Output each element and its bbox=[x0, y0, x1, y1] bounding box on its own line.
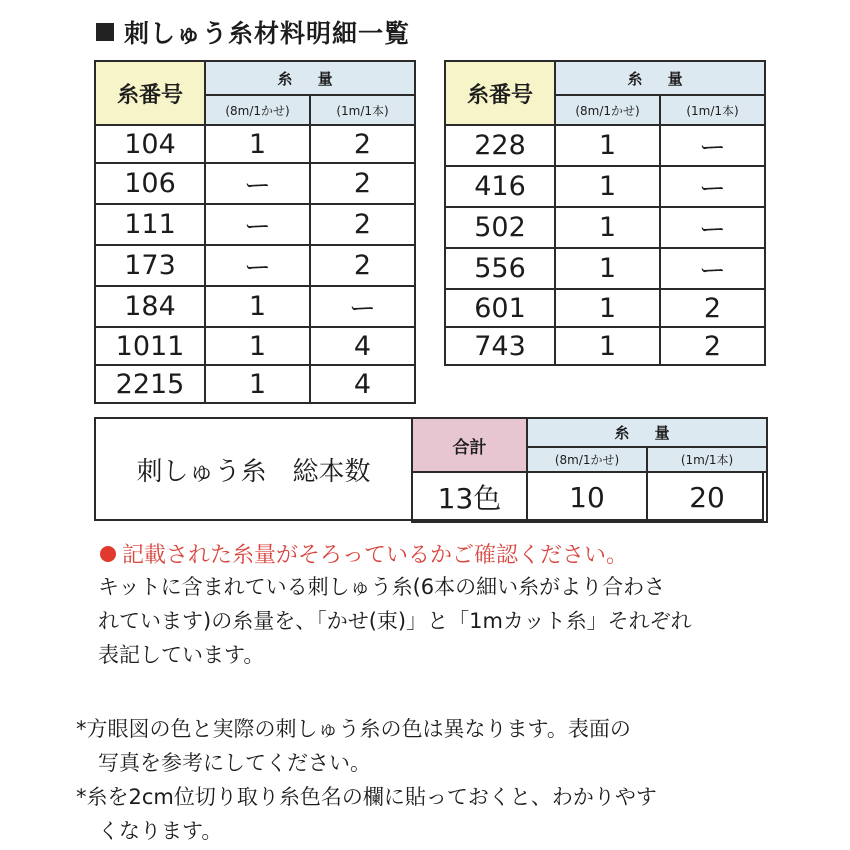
table-row bbox=[445, 125, 765, 166]
skein-count: 1 bbox=[555, 125, 660, 166]
description-line: 表記しています。 bbox=[98, 643, 265, 667]
cut-count: 2 bbox=[310, 163, 415, 204]
note-line: くなります。 bbox=[98, 819, 223, 843]
cut-count: 2 bbox=[310, 204, 415, 245]
skein-count: 1 bbox=[555, 327, 660, 365]
thread-number: 184 bbox=[95, 286, 205, 327]
cut-count: 2 bbox=[660, 327, 765, 365]
skein-count: 1 bbox=[205, 365, 310, 403]
skein-unit-header: (8m/1かせ) bbox=[205, 95, 310, 125]
thread-number: 173 bbox=[95, 245, 205, 286]
cut-count: ー bbox=[660, 125, 765, 166]
thread-number: 106 bbox=[95, 163, 205, 204]
skein-count: 1 bbox=[555, 207, 660, 248]
check-notice bbox=[100, 538, 628, 569]
skein-count: 1 bbox=[205, 327, 310, 365]
summary-cut-header: (1m/1本) bbox=[647, 447, 767, 472]
total-header: 合計 bbox=[412, 418, 527, 472]
cut-count: ー bbox=[660, 248, 765, 289]
cut-count: ー bbox=[660, 207, 765, 248]
table-row bbox=[95, 365, 415, 403]
thread-number: 228 bbox=[445, 125, 555, 166]
table-row bbox=[445, 248, 765, 289]
thread-number-header: 糸番号 bbox=[95, 61, 205, 125]
square-bullet-icon bbox=[96, 23, 114, 41]
summary-skein-header: (8m/1かせ) bbox=[527, 447, 647, 472]
table-row bbox=[95, 204, 415, 245]
thread-number: 1011 bbox=[95, 327, 205, 365]
skein-count: 1 bbox=[555, 289, 660, 327]
note-color-difference bbox=[76, 712, 631, 780]
thread-number: 111 bbox=[95, 204, 205, 245]
skein-total: 10 bbox=[527, 472, 647, 522]
summary-quantity-header: 糸 量 bbox=[527, 418, 767, 447]
skein-count: ー bbox=[205, 245, 310, 286]
thread-table-right bbox=[444, 60, 766, 366]
thread-quantity-header: 糸 量 bbox=[555, 61, 765, 95]
total-colors: 13色 bbox=[412, 472, 527, 522]
cut-count: ー bbox=[660, 166, 765, 207]
description-paragraph bbox=[98, 570, 692, 672]
table-row bbox=[95, 125, 415, 163]
thread-table-left bbox=[94, 60, 416, 404]
skein-unit-header: (8m/1かせ) bbox=[555, 95, 660, 125]
thread-number: 556 bbox=[445, 248, 555, 289]
thread-quantity-header: 糸 量 bbox=[205, 61, 415, 95]
table-row bbox=[95, 286, 415, 327]
thread-number: 2215 bbox=[95, 365, 205, 403]
cut-total: 20 bbox=[647, 472, 767, 522]
thread-number: 743 bbox=[445, 327, 555, 365]
cut-count: 2 bbox=[310, 125, 415, 163]
thread-number: 416 bbox=[445, 166, 555, 207]
table-row bbox=[445, 327, 765, 365]
cut-count: 2 bbox=[310, 245, 415, 286]
description-line: キットに含まれている刺しゅう糸(6本の細い糸がより合わさ bbox=[98, 575, 666, 599]
thread-number-header: 糸番号 bbox=[445, 61, 555, 125]
skein-count: 1 bbox=[205, 125, 310, 163]
table-row bbox=[95, 163, 415, 204]
thread-number: 601 bbox=[445, 289, 555, 327]
description-line: れています)の糸量を、「かせ(束)」と「1mカット糸」それぞれ bbox=[98, 609, 692, 633]
note-line: 写真を参考にしてください。 bbox=[98, 751, 371, 775]
note-line: *糸を2cm位切り取り糸色名の欄に貼っておくと、わかりやす bbox=[76, 785, 657, 809]
thread-number: 502 bbox=[445, 207, 555, 248]
skein-count: 1 bbox=[205, 286, 310, 327]
thread-number: 104 bbox=[95, 125, 205, 163]
table-row bbox=[445, 289, 765, 327]
note-line: *方眼図の色と実際の刺しゅう糸の色は異なります。表面の bbox=[76, 717, 631, 741]
table-row bbox=[445, 207, 765, 248]
check-notice-text: 記載された糸量がそろっているかご確認ください。 bbox=[122, 543, 629, 568]
skein-count: 1 bbox=[555, 166, 660, 207]
red-dot-icon bbox=[100, 546, 116, 562]
skein-count: ー bbox=[205, 163, 310, 204]
note-thread-sample bbox=[76, 780, 657, 848]
page-title: 刺しゅう糸材料明細一覧 bbox=[124, 19, 411, 48]
summary-label: 刺しゅう糸 総本数 bbox=[136, 456, 371, 487]
skein-count: ー bbox=[205, 204, 310, 245]
summary-box bbox=[94, 417, 764, 521]
table-row bbox=[445, 166, 765, 207]
cut-count: 4 bbox=[310, 327, 415, 365]
table-row bbox=[95, 245, 415, 286]
cut-count: 2 bbox=[660, 289, 765, 327]
summary-table bbox=[411, 417, 768, 523]
cut-unit-header: (1m/1本) bbox=[310, 95, 415, 125]
skein-count: 1 bbox=[555, 248, 660, 289]
cut-unit-header: (1m/1本) bbox=[660, 95, 765, 125]
table-row bbox=[95, 327, 415, 365]
cut-count: 4 bbox=[310, 365, 415, 403]
cut-count: ー bbox=[310, 286, 415, 327]
page-heading bbox=[96, 12, 410, 52]
